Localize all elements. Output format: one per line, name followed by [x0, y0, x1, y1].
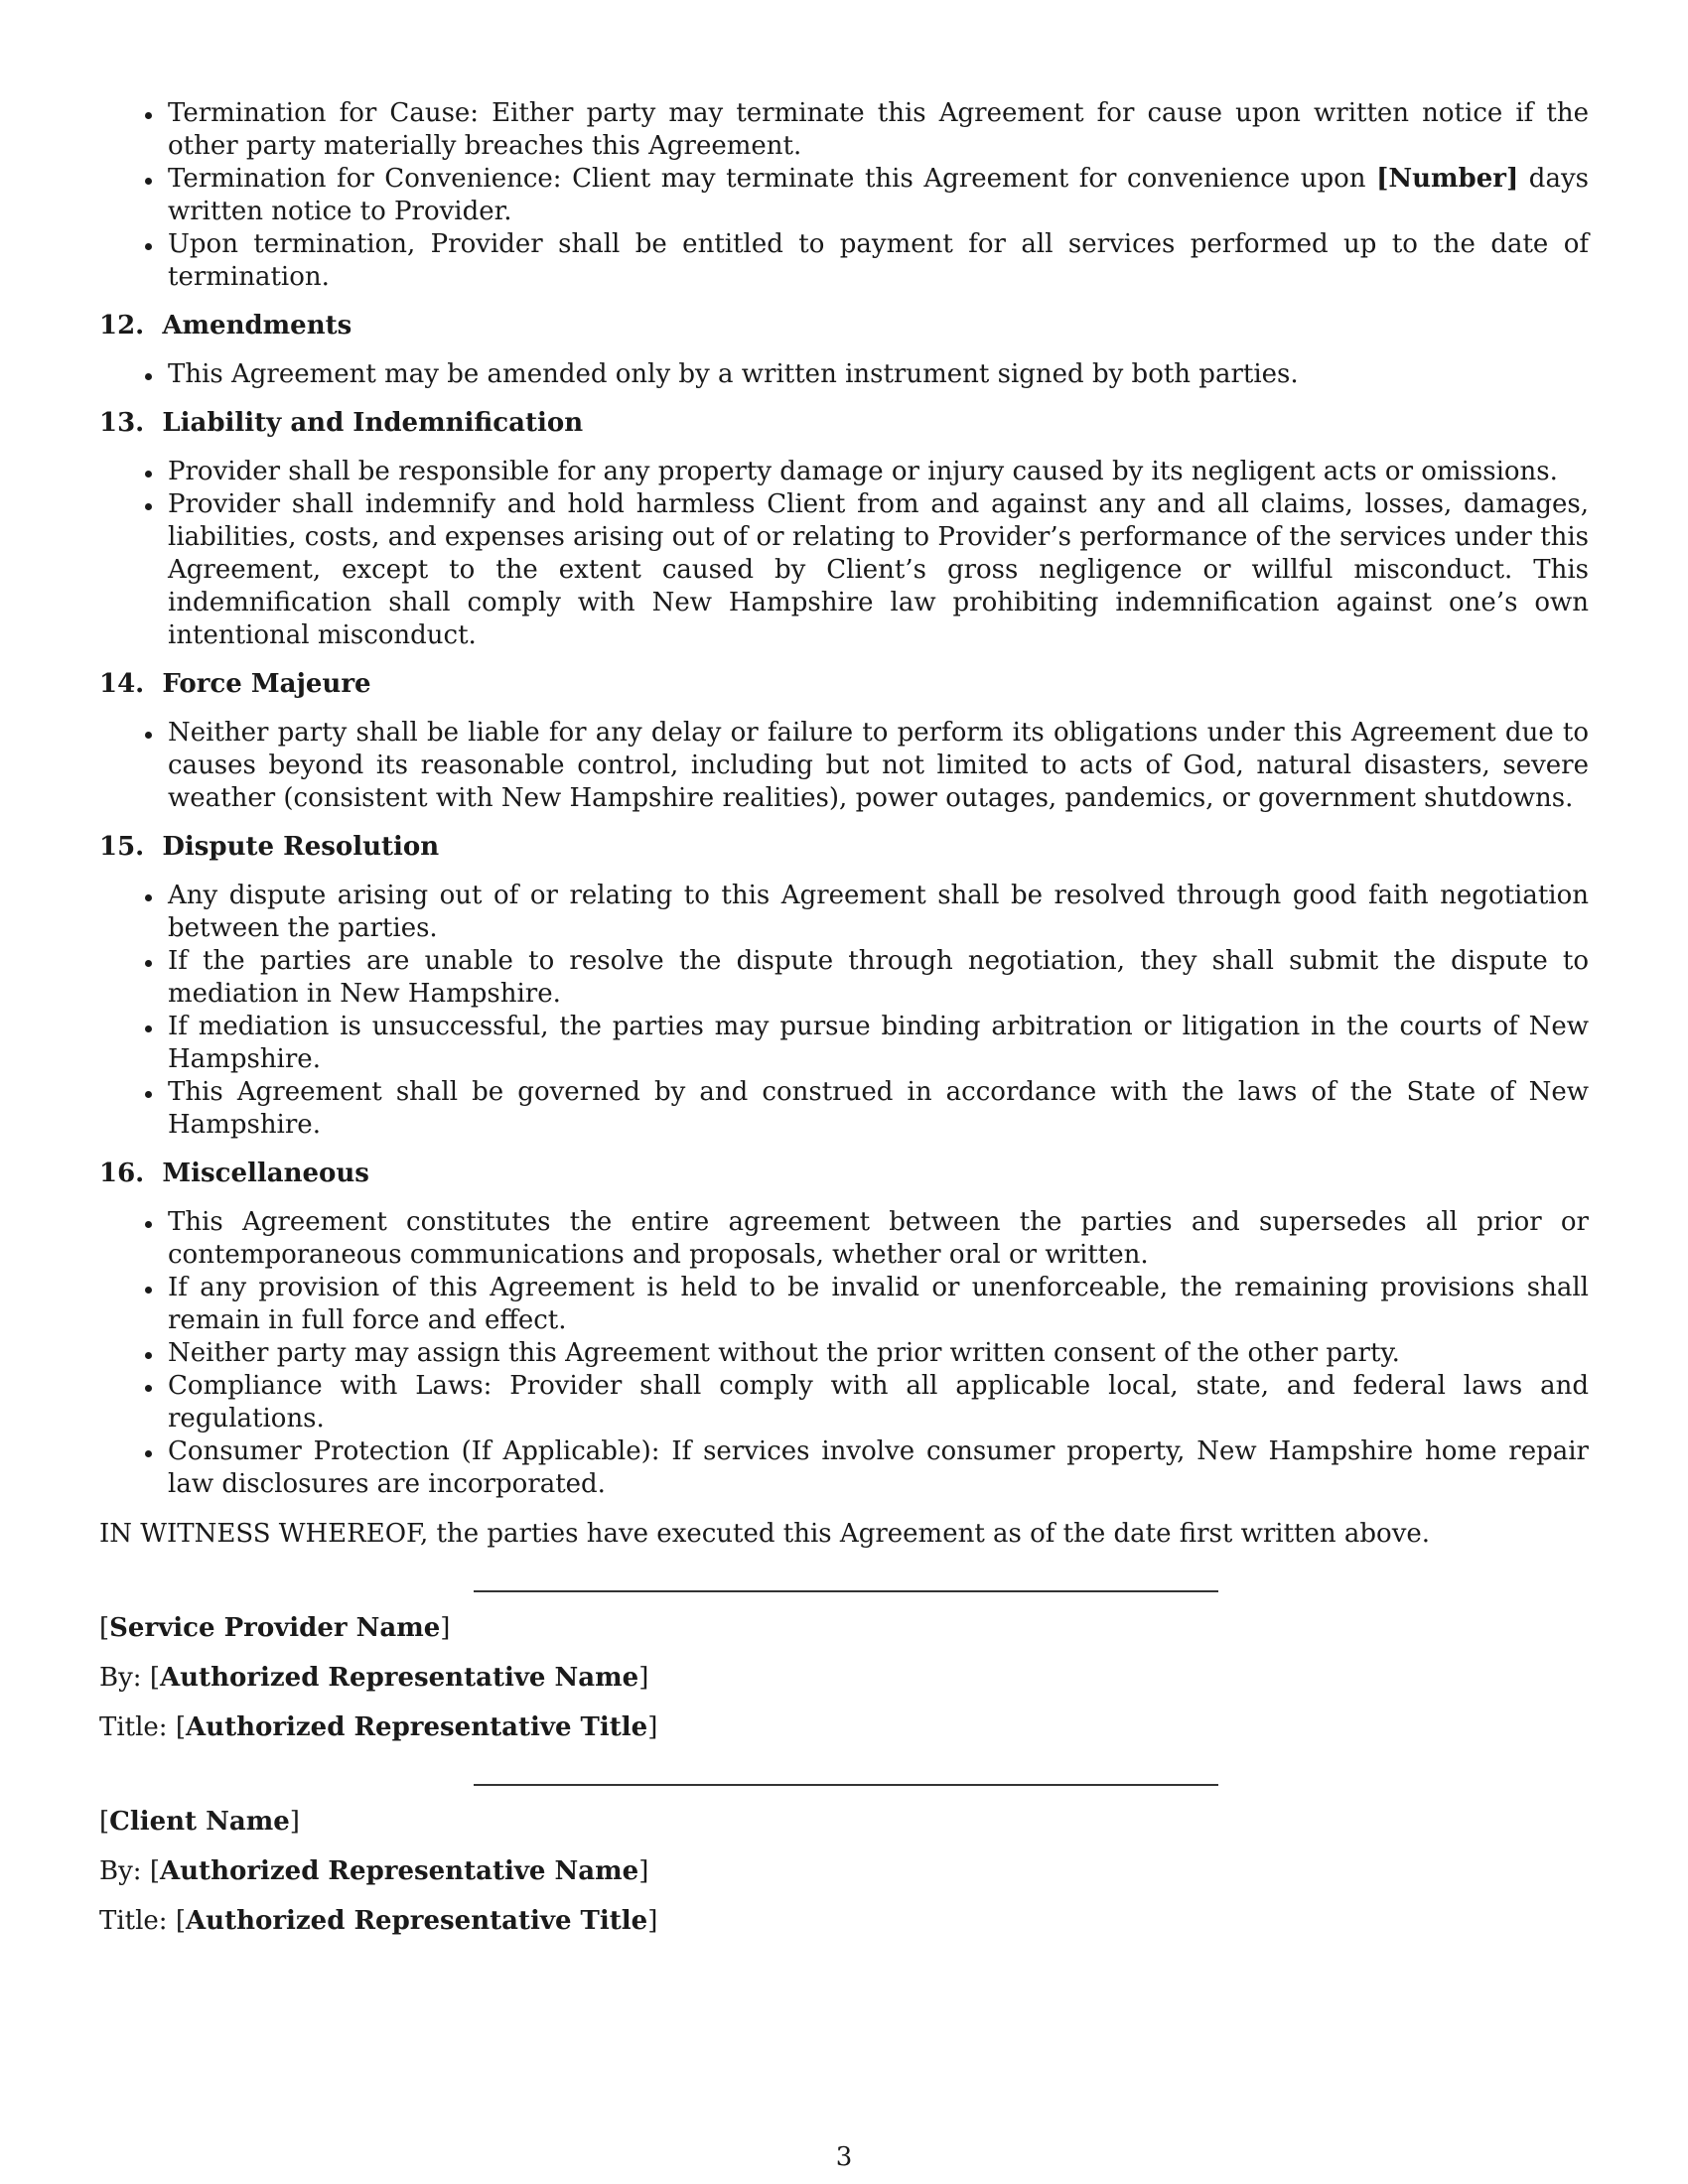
section-bullet-list [99, 358, 1589, 391]
signature-line [474, 1590, 1218, 1592]
section-bullet-list [99, 880, 1589, 1142]
list-item [99, 163, 1589, 228]
by-row: By: [Authorized Representative Name] [99, 1856, 649, 1886]
list-item: Neither party shall be liable for any delay or failure to perform its obligations under this Agreement due to causes beyond its reasonable control, including but not limited to acts of God, natural disasters, severe weather (consistent with New Hampshire realities), power outages, pandemics, or government shutdowns. [99, 717, 1589, 815]
list-item: Neither party may assign this Agreement without the prior written consent of the other party. [99, 1337, 1589, 1370]
section-bullet-list [99, 717, 1589, 815]
signature-area [99, 1590, 1589, 1938]
section-bullet-list [99, 456, 1589, 652]
list-item: This Agreement may be amended only by a written instrument signed by both parties. [99, 358, 1589, 391]
party-name-value: Client Name [109, 1807, 290, 1837]
party-name: [Client Name] [99, 1807, 300, 1837]
list-item: Any dispute arising out of or relating to this Agreement shall be resolved through good faith negotiation between the parties. [99, 880, 1589, 945]
section-title: Liability and Indemnification [162, 408, 584, 438]
section-heading [99, 1158, 1589, 1190]
page-number: 3 [835, 2142, 853, 2172]
termination-bullet-list [99, 97, 1589, 294]
section-title: Amendments [162, 311, 352, 341]
party-name: [Service Provider Name] [99, 1613, 451, 1643]
section-heading [99, 831, 1589, 864]
list-item: Compliance with Laws: Provider shall comply with all applicable local, state, and federal laws and regulations. [99, 1370, 1589, 1435]
section-heading [99, 310, 1589, 342]
section-title: Force Majeure [162, 669, 371, 699]
by-label: By: [99, 1663, 142, 1693]
title-label: Title: [99, 1712, 168, 1742]
representative-name: Authorized Representative Name [159, 1856, 639, 1886]
list-item: If the parties are unable to resolve the dispute through negotiation, they shall submit the dispute to mediation in New Hampshire. [99, 945, 1589, 1011]
representative-name: Authorized Representative Name [159, 1663, 639, 1693]
list-item: Provider shall be responsible for any property damage or injury caused by its negligent acts or omissions. [99, 456, 1589, 488]
signature-block [99, 1806, 1589, 1938]
party-name-value: Service Provider Name [109, 1613, 441, 1643]
section-number: 16. [99, 1159, 145, 1188]
section-heading [99, 407, 1589, 440]
list-item: Upon termination, Provider shall be entitled to payment for all services performed up to the date of termination. [99, 228, 1589, 294]
list-item: This Agreement constitutes the entire agreement between the parties and supersedes all prior or contemporaneous communications and proposals, whether oral or written. [99, 1206, 1589, 1272]
section-title: Miscellaneous [162, 1159, 369, 1188]
number-placeholder: [Number] [1376, 164, 1519, 194]
by-row: By: [Authorized Representative Name] [99, 1663, 649, 1693]
section-bullet-list [99, 1206, 1589, 1501]
list-item: Consumer Protection (If Applicable): If services involve consumer property, New Hampshire home repair law disclosures are incorporated. [99, 1435, 1589, 1501]
section-number: 15. [99, 832, 145, 862]
witness-statement: IN WITNESS WHEREOF, the parties have executed this Agreement as of the date first written above. [99, 1519, 1431, 1549]
representative-title: Authorized Representative Title [186, 1906, 648, 1936]
section-number: 12. [99, 311, 145, 341]
signature-line [474, 1784, 1218, 1786]
list-item: If any provision of this Agreement is held to be invalid or unenforceable, the remaining provisions shall remain in full force and effect. [99, 1272, 1589, 1337]
list-item: Termination for Cause: Either party may terminate this Agreement for cause upon written notice if the other party materially breaches this Agreement. [99, 97, 1589, 163]
title-row: Title: [Authorized Representative Title] [99, 1906, 658, 1936]
title-label: Title: [99, 1906, 168, 1936]
by-label: By: [99, 1856, 142, 1886]
sections-container [99, 310, 1589, 1501]
signature-block [99, 1612, 1589, 1744]
bullet-text-post: days written notice to Provider. [168, 164, 1589, 226]
section-title: Dispute Resolution [162, 832, 440, 862]
representative-title: Authorized Representative Title [186, 1712, 648, 1742]
section-number: 13. [99, 408, 145, 438]
title-row: Title: [Authorized Representative Title] [99, 1712, 658, 1742]
bullet-text-pre: Termination for Convenience: Client may terminate this Agreement for convenience upon [168, 164, 1377, 194]
section-heading [99, 668, 1589, 701]
section-number: 14. [99, 669, 145, 699]
list-item: If mediation is unsuccessful, the parties may pursue binding arbitration or litigation in the courts of New Hampshire. [99, 1011, 1589, 1076]
list-item: Provider shall indemnify and hold harmless Client from and against any and all claims, losses, damages, liabilities, costs, and expenses arising out of or relating to Provider’s performance of the services under this Agreement, except to the extent caused by Client’s gross negligence or willful misconduct. This indemnification shall comply with New Hampshire law prohibiting indemnification against one’s own intentional misconduct. [99, 488, 1589, 652]
list-item: This Agreement shall be governed by and construed in accordance with the laws of the State of New Hampshire. [99, 1076, 1589, 1142]
document-page [99, 97, 1589, 1938]
